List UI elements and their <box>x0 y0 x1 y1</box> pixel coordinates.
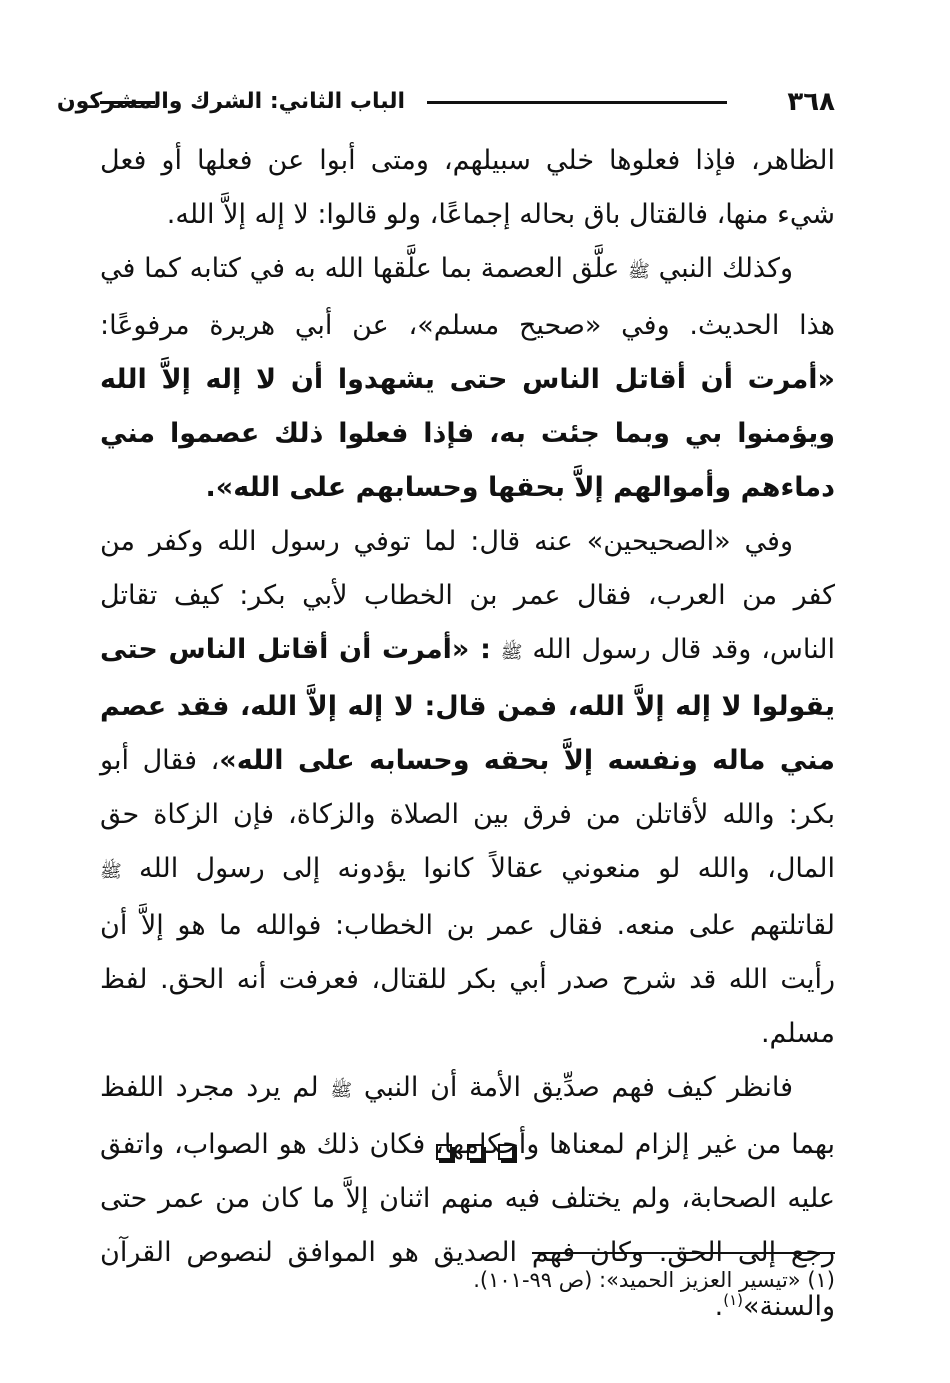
footnote-text: (١) «تيسير العزيز الحميد»: (ص ٩٩-١٠١). <box>473 1268 835 1292</box>
salawat-icon: ﷺ <box>100 861 122 882</box>
paragraph-2-text: علَّق العصمة بما علَّقها الله به في كتابه كما في هذا الحديث. وفي «صحيح مسلم»، عن أبي هريرة مرفوعًا: <box>100 253 835 341</box>
paragraph-4-end: . <box>714 1291 724 1322</box>
square-ornament-icon <box>436 1144 452 1160</box>
paragraph-3-intro: وفي «الصحيحين» عنه قال: لما توفي رسول الله وكفر من كفر من العرب، فقال عمر بن الخطاب لأبي بكر: كيف تقاتل الناس، وقد قال رسول الله <box>100 526 835 665</box>
running-header <box>56 82 835 122</box>
paragraph-2 <box>100 242 835 515</box>
paragraph-3 <box>100 515 835 1061</box>
page-number: ٣٦٨ <box>787 87 835 117</box>
hadith-quote-2: : «أمرت أن أقاتل الناس حتى يقولوا لا إله إلاَّ الله، فمن قال: لا إله إلاَّ الله، فقد عصم مني ماله ونفسه إلاَّ بحقه وحسابه على الله» <box>100 634 835 776</box>
paragraph-2-intro: وكذلك النبي <box>658 253 793 284</box>
paragraph-4-intro: فانظر كيف فهم صدِّيق الأمة أن النبي <box>363 1072 793 1103</box>
paragraph-3-end: لقاتلتهم على منعه. فقال عمر بن الخطاب: فوالله ما هو إلاَّ أن رأيت الله قد شرح صدر أبي بكر للقتال، فعرفت أنه الحق. لفظ مسلم. <box>100 910 835 1049</box>
salawat-icon: ﷺ <box>330 1080 353 1101</box>
salawat-icon: ﷺ <box>628 261 650 282</box>
chapter-title: الباب الثاني: الشرك والمشركون <box>56 89 405 114</box>
square-ornament-icon <box>467 1144 483 1160</box>
salawat-icon: ﷺ <box>500 642 523 663</box>
paragraph-3-text: ، فقال أبو بكر: والله لأقاتلن من فرق بين الصلاة والزكاة، فإن الزكاة حق المال، والله لو منعوني عقالاً كانوا يؤدونه إلى رسول الله <box>100 745 835 884</box>
hadith-quote-1: «أمرت أن أقاتل الناس حتى يشهدوا أن لا إله إلاَّ الله ويؤمنوا بي وبما جئت به، فإذا فعلوا ذلك عصموا مني دماءهم وأموالهم إلاَّ بحقها وحسابهم على الله». <box>100 364 835 503</box>
footnote-rule <box>532 1252 835 1254</box>
footnote <box>100 1262 835 1298</box>
paragraph-1 <box>100 134 835 242</box>
paragraph-1-text: الظاهر، فإذا فعلوها خلي سبيلهم، ومتى أبوا عن فعلها أو فعل شيء منها، فالقتال باق بحاله إجماعًا، ولو قالوا: لا إله إلاَّ الله. <box>100 145 835 230</box>
section-ornament <box>0 1144 950 1164</box>
paragraph-4-text: لم يرد مجرد اللفظ بهما من غير إلزام لمعناها وأحكامها، فكان ذلك هو الصواب، واتفق عليه الصحابة، ولم يختلف فيه منهم اثنان إلاَّ ما كان من عمر حتى رجع إلى الحق. وكان فهم الصديق هو الموافق لنصوص القرآن والسنة» <box>100 1072 835 1322</box>
square-ornament-icon <box>498 1144 514 1160</box>
header-rule <box>427 101 727 104</box>
header-rule-end <box>100 101 155 104</box>
footnote-ref: (١) <box>723 1291 743 1309</box>
